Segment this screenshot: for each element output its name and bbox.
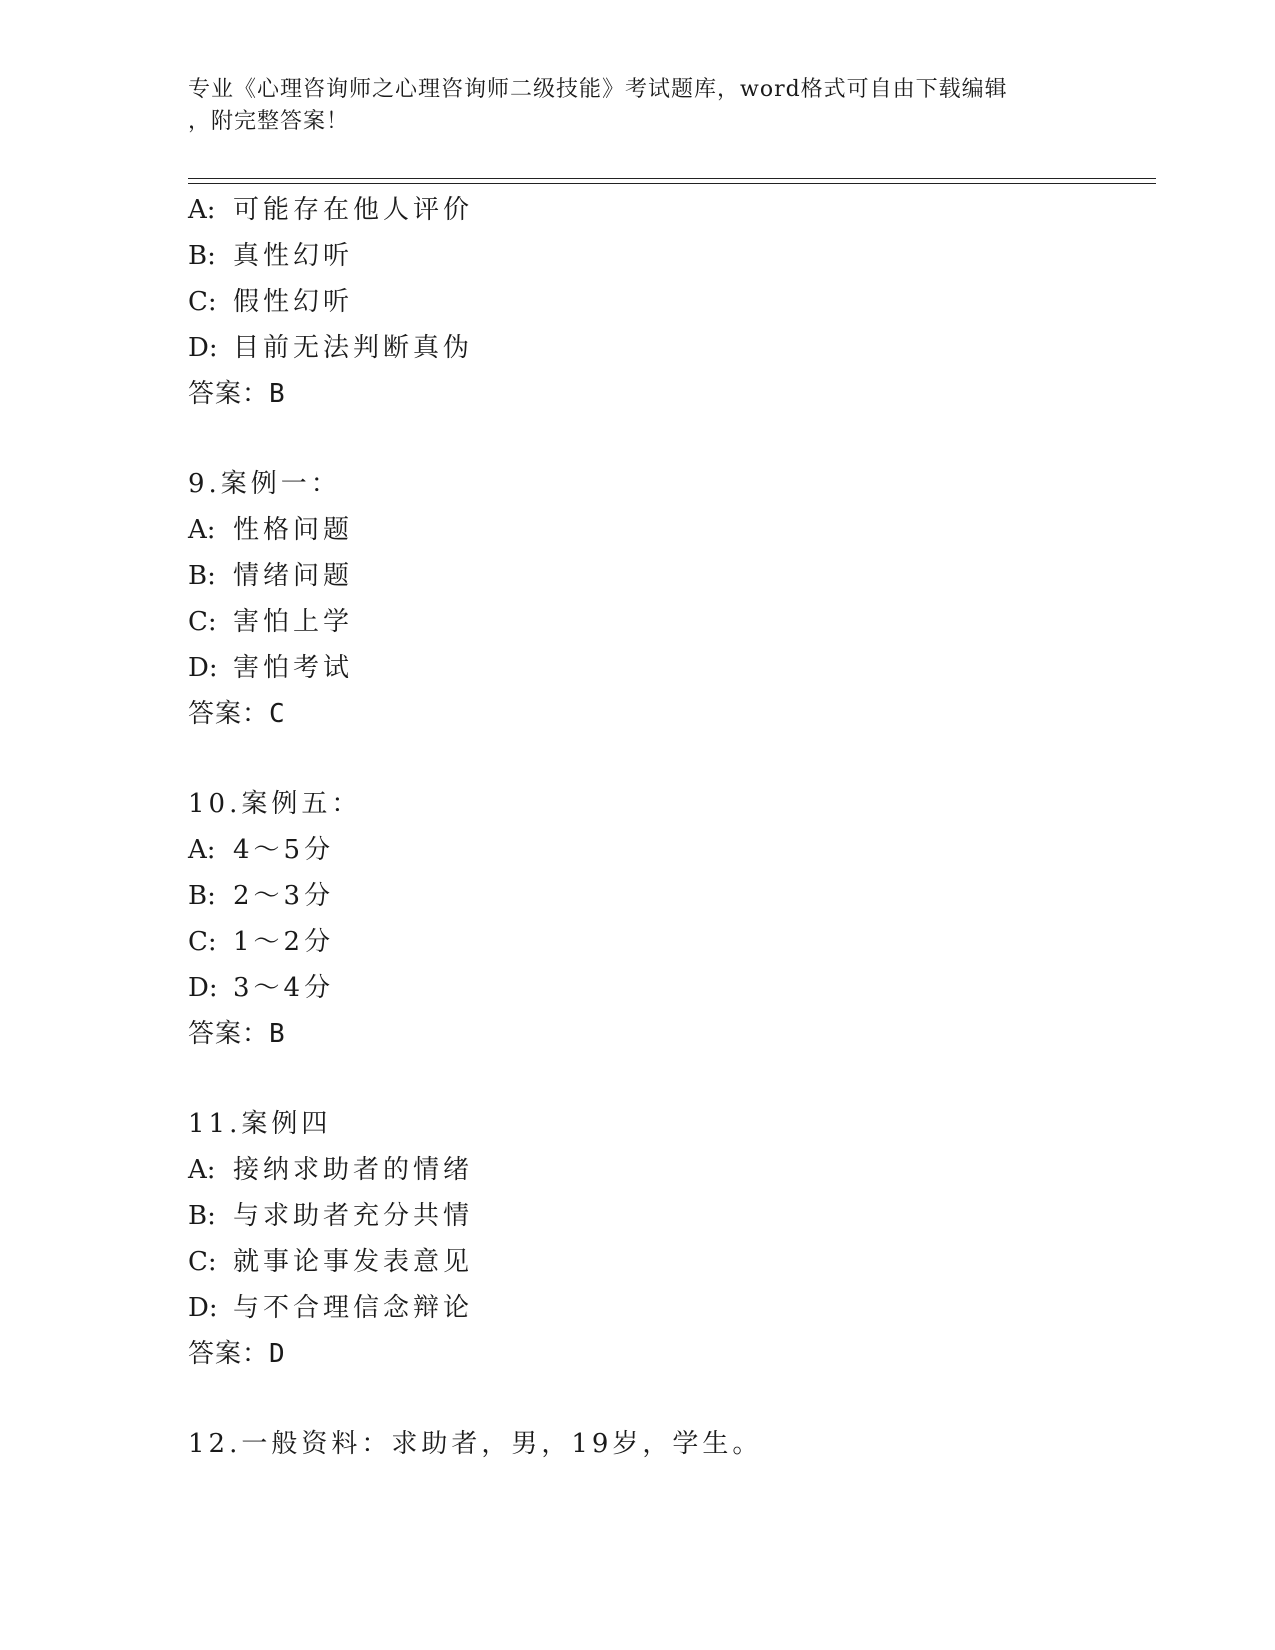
option-a — [188, 1147, 1148, 1193]
option-key: A: — [188, 835, 216, 865]
header-line-1: 专业《心理咨询师之心理咨询师二级技能》考试题库，word格式可自由下载编辑 — [188, 77, 1008, 102]
option-text: 1～2分 — [233, 927, 335, 957]
answer-line — [188, 691, 1148, 737]
question-list — [188, 187, 1148, 1467]
option-d — [188, 325, 1148, 371]
option-text: 可能存在他人评价 — [233, 195, 474, 225]
header-divider-top — [188, 178, 1156, 179]
option-key: C: — [188, 287, 217, 317]
spacer — [188, 417, 1148, 461]
option-c — [188, 599, 1148, 645]
option-text: 害怕考试 — [233, 653, 354, 683]
option-c — [188, 279, 1148, 325]
option-text: 与求助者充分共情 — [233, 1201, 474, 1231]
option-c — [188, 919, 1148, 965]
question-title: 11.案例四 — [188, 1109, 332, 1139]
option-b — [188, 1193, 1148, 1239]
option-a — [188, 507, 1148, 553]
option-text: 性格问题 — [233, 515, 354, 545]
option-text: 害怕上学 — [233, 607, 354, 637]
answer-value: C — [269, 699, 286, 729]
answer-label: 答案： — [188, 1019, 270, 1049]
answer-line — [188, 1331, 1148, 1377]
answer-value: D — [269, 1339, 286, 1369]
question-title: 12.一般资料：求助者，男，19岁，学生。 — [188, 1429, 763, 1459]
option-key: D: — [188, 333, 218, 363]
question-block-prev — [188, 187, 1148, 417]
option-text: 3～4分 — [233, 973, 335, 1003]
option-text: 真性幻听 — [233, 241, 354, 271]
option-key: C: — [188, 607, 217, 637]
option-key: A: — [188, 1155, 216, 1185]
option-key: B: — [188, 1201, 216, 1231]
option-b — [188, 233, 1148, 279]
question-block-11 — [188, 1101, 1148, 1377]
answer-line — [188, 371, 1148, 417]
option-key: D: — [188, 1293, 218, 1323]
option-b — [188, 873, 1148, 919]
header-line-2: ，附完整答案！ — [188, 109, 350, 134]
option-text: 目前无法判断真伪 — [233, 333, 474, 363]
spacer — [188, 737, 1148, 781]
option-text: 与不合理信念辩论 — [233, 1293, 474, 1323]
answer-label: 答案： — [188, 699, 270, 729]
header-divider-bottom — [188, 183, 1156, 184]
option-text: 假性幻听 — [233, 287, 354, 317]
option-key: D: — [188, 973, 218, 1003]
option-key: A: — [188, 515, 216, 545]
question-block-9 — [188, 461, 1148, 737]
option-key: C: — [188, 1247, 217, 1277]
question-title: 9.案例一： — [188, 469, 341, 499]
option-a — [188, 187, 1148, 233]
question-block-10 — [188, 781, 1148, 1057]
answer-label: 答案： — [188, 1339, 270, 1369]
question-block-12 — [188, 1421, 1148, 1467]
spacer — [188, 1377, 1148, 1421]
option-a — [188, 827, 1148, 873]
answer-value: B — [269, 379, 286, 409]
option-text: 接纳求助者的情绪 — [233, 1155, 474, 1185]
option-key: B: — [188, 561, 216, 591]
answer-line — [188, 1011, 1148, 1057]
option-text: 就事论事发表意见 — [233, 1247, 474, 1277]
option-d — [188, 645, 1148, 691]
option-d — [188, 965, 1148, 1011]
option-text: 情绪问题 — [233, 561, 354, 591]
spacer — [188, 1057, 1148, 1101]
option-b — [188, 553, 1148, 599]
option-key: C: — [188, 927, 217, 957]
answer-value: B — [269, 1019, 286, 1049]
option-key: D: — [188, 653, 218, 683]
option-text: 4～5分 — [233, 835, 335, 865]
question-title: 10.案例五： — [188, 789, 362, 819]
option-key: B: — [188, 241, 216, 271]
option-key: A: — [188, 195, 216, 225]
document-header — [188, 74, 1088, 138]
option-d — [188, 1285, 1148, 1331]
option-c — [188, 1239, 1148, 1285]
option-text: 2～3分 — [233, 881, 335, 911]
answer-label: 答案： — [188, 379, 270, 409]
option-key: B: — [188, 881, 216, 911]
